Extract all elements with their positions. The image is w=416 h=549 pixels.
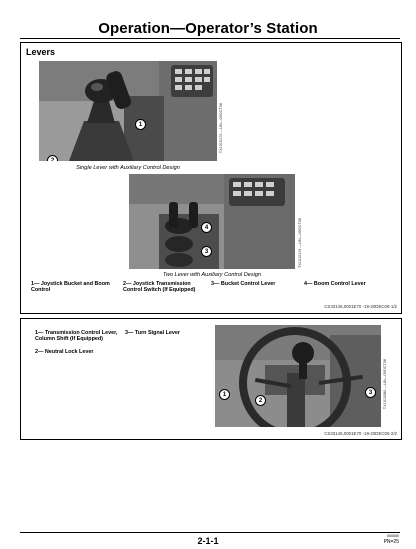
single-lever-photo xyxy=(39,61,217,161)
legend-item-s2-2: 2— Neutral Lock Lever xyxy=(35,349,94,355)
steering-column-illustration xyxy=(215,325,381,427)
callout-3: 3 xyxy=(201,246,212,257)
section2-ref: CS33146,0001E70 -19-20DEC06-2/2 xyxy=(324,431,397,436)
legend-item-3: 3— Bucket Control Lever xyxy=(211,281,276,287)
section-heading: Levers xyxy=(26,47,56,57)
legend-item-s2-1: 1— Transmission Control Lever, Column Shift (If Equipped) xyxy=(35,330,118,343)
photo1-id: TX1010170 —UN—09OCT06 xyxy=(219,103,223,154)
section1-ref: CS33146,0001E70 -19-20DEC06-1/2 xyxy=(324,304,397,309)
legend-item-s2-3: 3— Turn Signal Lever xyxy=(125,330,181,336)
callout-4: 4 xyxy=(201,222,212,233)
callout-s2-2: 2 xyxy=(255,395,266,406)
single-lever-illustration xyxy=(39,61,217,161)
column-shift-photo xyxy=(215,325,381,427)
column-shift-section xyxy=(20,318,402,440)
page-number: 2-1-1 xyxy=(197,536,219,546)
legend-item-2: 2— Joystick Transmission Control Switch (If Equipped) xyxy=(123,281,196,294)
two-lever-photo xyxy=(129,174,295,269)
footer-pn: PN=25 xyxy=(383,539,399,545)
photo3-id: TX1010080 —UN—09OCT06 xyxy=(383,359,387,410)
legend-item-1: 1— Joystick Bucket and Boom Control xyxy=(31,281,110,294)
footer-rule xyxy=(20,532,400,533)
callout-s2-3: 3 xyxy=(365,387,376,398)
footer-code: 000000 xyxy=(387,534,399,538)
two-lever-illustration xyxy=(129,174,295,269)
callout-1: 1 xyxy=(135,119,146,130)
levers-section xyxy=(20,42,402,314)
callout-s2-1: 1 xyxy=(219,389,230,400)
title-rule xyxy=(20,38,400,39)
callout-2: 2 xyxy=(47,155,58,161)
photo2-caption: Two Lever with Auxiliary Control Design xyxy=(162,272,262,278)
legend-item-4: 4— Boom Control Lever xyxy=(304,281,366,287)
photo1-caption: Single Lever with Auxiliary Control Design xyxy=(76,165,180,171)
photo2-id: TX1010119 —UN—09OCT06 xyxy=(298,218,302,268)
page-title: Operation—Operator’s Station xyxy=(98,20,318,37)
